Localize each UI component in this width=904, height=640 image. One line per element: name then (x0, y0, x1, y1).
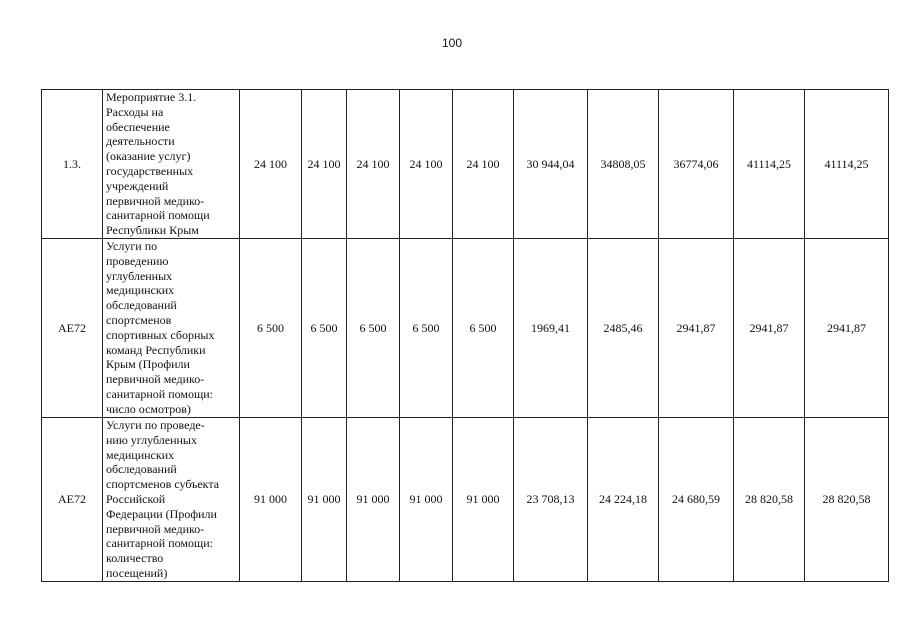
value-cell: 2941,87 (734, 238, 805, 417)
value-cell: 24 680,59 (659, 417, 734, 581)
value-cell: 24 100 (302, 90, 347, 239)
value-cell: 36774,06 (659, 90, 734, 239)
value-cell: 28 820,58 (805, 417, 889, 581)
value-cell: 6 500 (400, 238, 453, 417)
value-cell: 6 500 (240, 238, 302, 417)
value-cell: 91 000 (347, 417, 400, 581)
row-code: АЕ72 (42, 238, 103, 417)
value-cell: 24 100 (347, 90, 400, 239)
value-cell: 91 000 (302, 417, 347, 581)
value-cell: 24 100 (400, 90, 453, 239)
value-cell: 1969,41 (514, 238, 588, 417)
value-cell: 6 500 (302, 238, 347, 417)
value-cell: 24 100 (240, 90, 302, 239)
value-cell: 41114,25 (734, 90, 805, 239)
value-cell: 91 000 (400, 417, 453, 581)
value-cell: 91 000 (453, 417, 514, 581)
page-number: 100 (441, 36, 463, 50)
table-row (42, 90, 889, 239)
value-cell: 24 100 (453, 90, 514, 239)
value-cell: 6 500 (347, 238, 400, 417)
value-cell: 91 000 (240, 417, 302, 581)
value-cell: 2941,87 (805, 238, 889, 417)
data-table (41, 89, 889, 582)
row-description: Мероприятие 3.1. Расходы на обеспечение деятельности (оказание услуг) государственных учреждений первичной медико- санитарной помощи Республики Крым (103, 90, 240, 239)
value-cell: 28 820,58 (734, 417, 805, 581)
value-cell: 34808,05 (588, 90, 659, 239)
value-cell: 41114,25 (805, 90, 889, 239)
value-cell: 2941,87 (659, 238, 734, 417)
value-cell: 6 500 (453, 238, 514, 417)
value-cell: 24 224,18 (588, 417, 659, 581)
table-row (42, 417, 889, 581)
row-description: Услуги по проведению углубленных медицинских обследований спортсменов спортивных сборных команд Республики Крым (Профили первичной медико- санитарной помощи: число осмотров) (103, 238, 240, 417)
row-description: Услуги по проведе- нию углубленных медицинских обследований спортсменов субъекта Российской Федерации (Профили первичной медико- санитарной помощи: количество посещений) (103, 417, 240, 581)
value-cell: 23 708,13 (514, 417, 588, 581)
row-code: 1.3. (42, 90, 103, 239)
table-row (42, 238, 889, 417)
value-cell: 2485,46 (588, 238, 659, 417)
row-code: АЕ72 (42, 417, 103, 581)
value-cell: 30 944,04 (514, 90, 588, 239)
